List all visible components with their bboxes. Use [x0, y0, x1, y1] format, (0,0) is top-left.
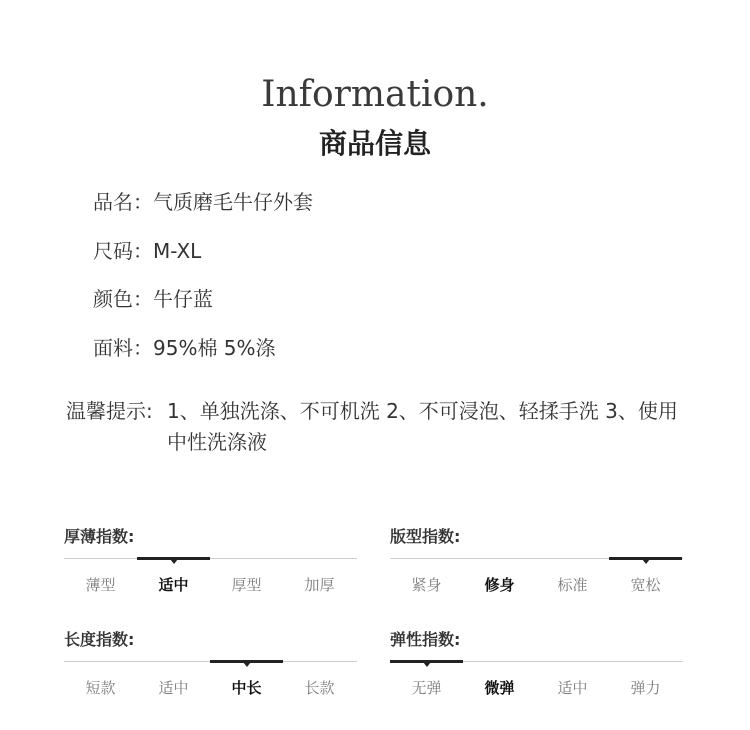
meter-option: 弹力: [630, 679, 661, 697]
info-row-color: [93, 283, 213, 312]
title-cn: 商品信息: [318, 127, 431, 160]
meter-option: 紧身: [411, 576, 442, 594]
meter-option: 修身: [484, 576, 515, 594]
info-value: 95%棉 5%涤: [153, 336, 276, 360]
title-en: Information.: [261, 74, 489, 115]
meter-length: [64, 627, 357, 707]
meter-option: 长款: [304, 679, 335, 697]
meter-fit: [390, 524, 683, 604]
meter-option: 加厚: [304, 576, 335, 594]
meter-option: 薄型: [85, 576, 116, 594]
caret-down-icon: [170, 559, 178, 564]
info-label: 面料：: [93, 336, 153, 360]
meter-option: 厚型: [231, 576, 262, 594]
info-row-size: [93, 235, 201, 264]
info-label: 颜色：: [93, 287, 153, 311]
info-value: 牛仔蓝: [153, 287, 213, 311]
meter-track: [64, 558, 357, 559]
meter-option: 微弹: [484, 679, 515, 697]
meter-elasticity: [390, 627, 683, 707]
meter-option: 无弹: [411, 679, 442, 697]
meter-option: 宽松: [630, 576, 661, 594]
care-tip-text: 1、单独洗涤、不可机洗 2、不可浸泡、轻揉手洗 3、使用中性洗涤液: [167, 399, 678, 454]
meter-indicator: [609, 557, 682, 560]
caret-down-icon: [423, 662, 431, 667]
care-tip-label: 温馨提示:: [66, 399, 153, 423]
info-value: M-XL: [153, 239, 202, 263]
meter-option: 适中: [158, 576, 189, 594]
meter-indicator: [137, 557, 210, 560]
meter-title: 长度指数:: [64, 630, 135, 649]
meter-option: 标准: [557, 576, 588, 594]
meter-indicator: [390, 660, 463, 663]
info-value: 气质磨毛牛仔外套: [153, 190, 313, 214]
meter-title: 版型指数:: [390, 527, 461, 546]
meter-indicator: [210, 660, 283, 663]
info-label: 品名：: [93, 190, 153, 214]
info-row-fabric: [93, 332, 276, 361]
meter-title: 厚薄指数:: [64, 527, 135, 546]
info-row-name: [93, 186, 313, 215]
info-label: 尺码：: [93, 239, 153, 263]
meter-option: 短款: [85, 679, 116, 697]
caret-down-icon: [642, 559, 650, 564]
meter-thickness: [64, 524, 357, 604]
meter-option: 中长: [231, 679, 262, 697]
meter-option: 适中: [557, 679, 588, 697]
meter-option: 适中: [158, 679, 189, 697]
caret-down-icon: [243, 662, 251, 667]
meter-title: 弹性指数:: [390, 630, 461, 649]
